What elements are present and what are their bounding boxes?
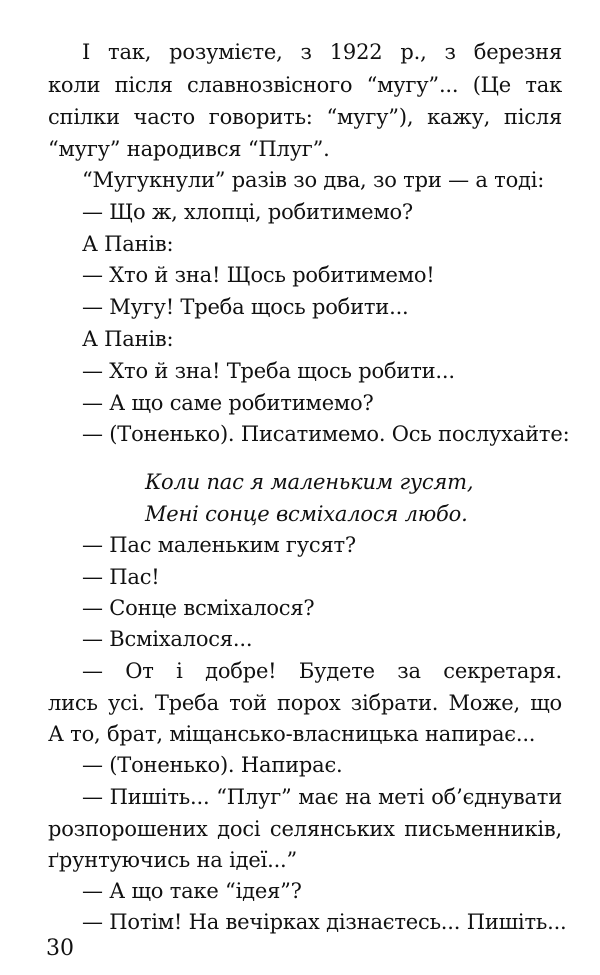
text-line: — Всміхалося... (82, 627, 253, 651)
text-line: — А що таке “ідея”? (82, 879, 302, 903)
text-line: розпорошених досі селянських письменників, (48, 817, 562, 841)
text-line: А Панів: (82, 232, 174, 256)
text-line: коли після славнозвісного “мугу”... (Це так (48, 73, 562, 97)
text-line: лись усі. Треба той порох зібрати. Може, що (48, 691, 562, 715)
text-line: — От і добре! Будете за секретаря. (82, 659, 562, 683)
poem-line: Мені сонце всміхалося любо. (145, 502, 468, 526)
text-line: ґрунтуючись на ідеї...” (48, 848, 298, 872)
text-line: І так, розумієте, з 1922 р., з березня (82, 40, 562, 64)
text-line: — Пас! (82, 565, 160, 589)
text-line: — Хто й зна! Треба щось робити... (82, 359, 455, 383)
text-line: — Що ж, хлопці, робитимемо? (82, 200, 413, 224)
poem-line: Коли пас я маленьким гусят, (145, 470, 474, 494)
text-line: — (Тоненько). Напирає. (82, 753, 343, 777)
text-line: А то, брат, міщансько-власницька напирає... (48, 722, 536, 746)
text-line: — Потім! На вечірках дізнаєтесь... Пишіть... (82, 910, 567, 934)
text-line: спілки часто говорить: “мугу”), кажу, після (48, 105, 562, 129)
text-line: — Мугу! Треба щось робити... (82, 295, 409, 319)
text-line: — Хто й зна! Щось робитимемо! (82, 263, 435, 287)
text-line: — Пишіть... “Плуг” має на меті об’єднувати (82, 785, 562, 809)
text-line: “мугу” народився “Плуг”. (48, 137, 330, 161)
text-line: — (Тоненько). Писатимемо. Ось послухайте: (82, 422, 570, 446)
text-line: А Панів: (82, 327, 174, 351)
text-line: “Мугукнули” разів зо два, зо три — а тоді: (82, 168, 545, 192)
text-line: — Пас маленьким гусят? (82, 533, 356, 557)
text-line: — А що саме робитимемо? (82, 391, 374, 415)
page-number: 30 (46, 936, 74, 961)
text-line: — Сонце всміхалося? (82, 596, 315, 620)
